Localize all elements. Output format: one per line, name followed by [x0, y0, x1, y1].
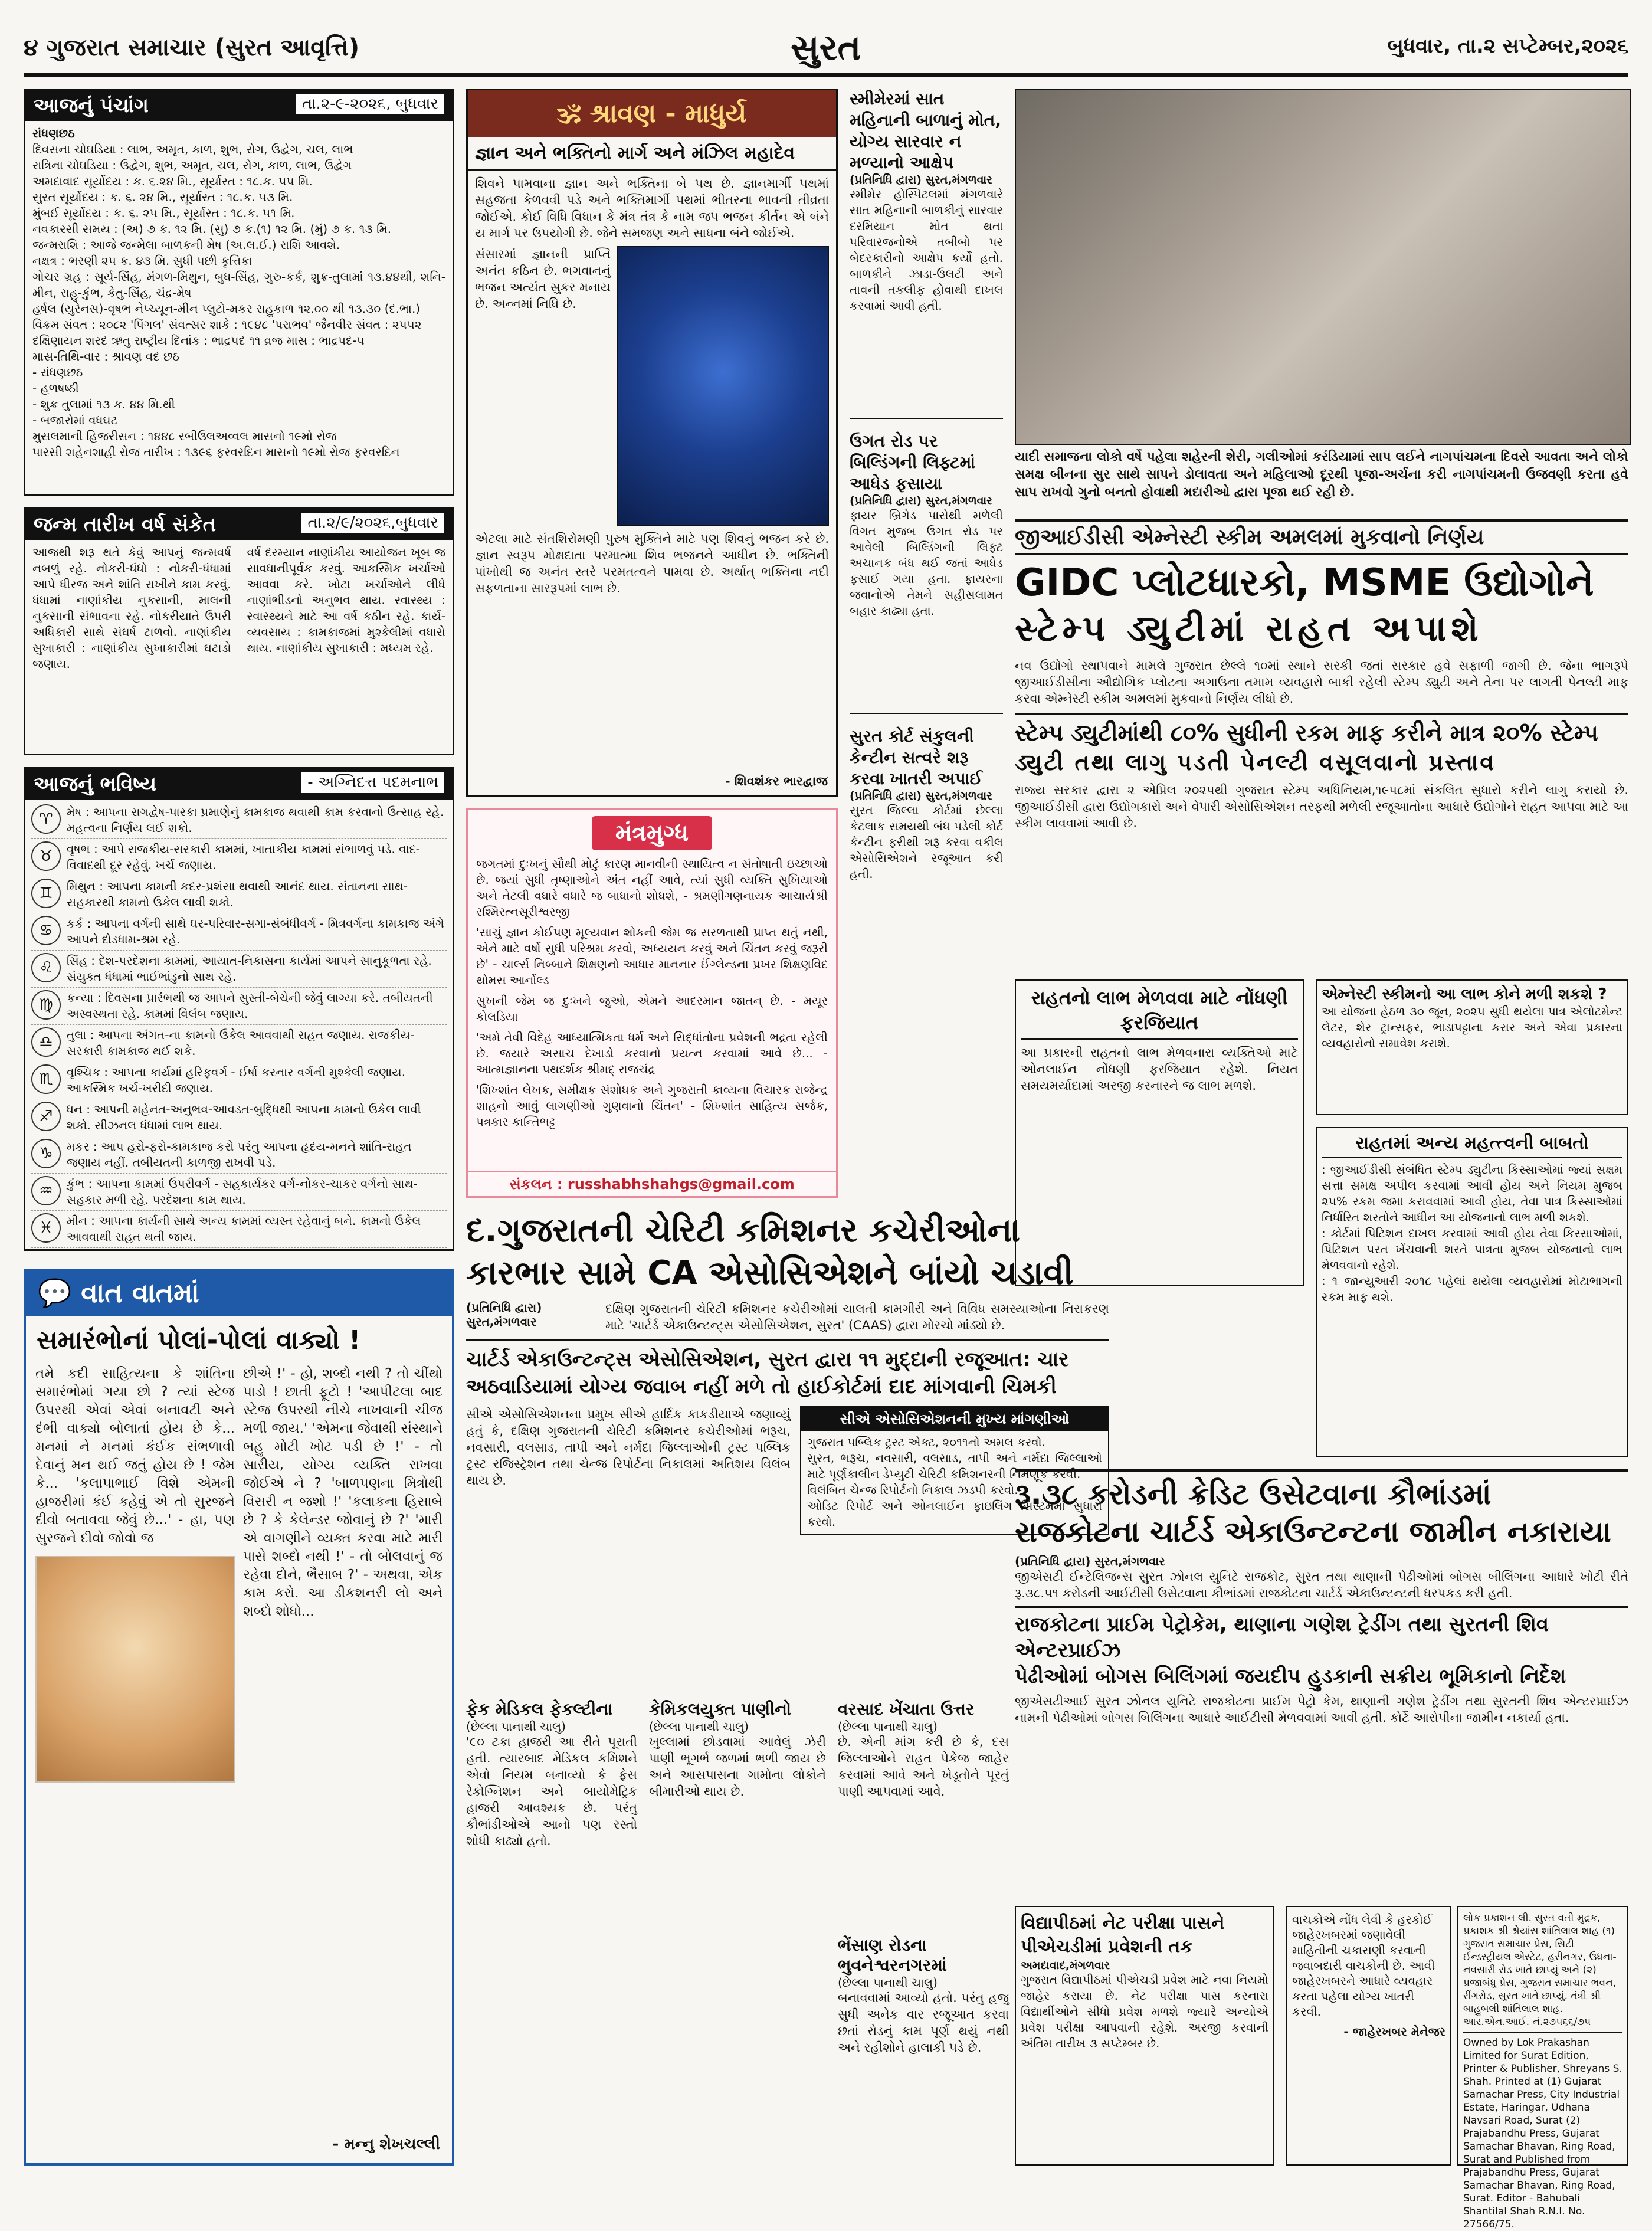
mantra-contact: સંકલન : russhabhshahgs@gmail.com [468, 1171, 836, 1196]
notice-text: વાચકોએ નોંધ લેવી કે હરકોઈ જાહેરખબરમાં જણાવેલી માહિતીની ચકાસણી કરવાની જવાબદારી વાચકોની છે. આવી જાહેરખબરને આધારે વ્યવહાર કરતા પહેલા યોગ્ય ખાતરી કરવી. [1292, 1912, 1435, 2019]
rahat-other-list [1322, 1162, 1622, 1305]
panchang-date: તા.૨-૯-૨૦૨૬, બુધવાર [296, 94, 444, 114]
horoscope-item [31, 1174, 447, 1211]
ca-headline-1: દ.ગુજરાતની ચેરિટી કમિશનર કચેરીઓના [466, 1211, 1021, 1250]
credit-scam-body: જીએસટીઆઈ સુરત ઝોનલ યુનિટે રાજકોટના પ્રાઈમ પેટ્રો કેમ, થાણાની ગણેશ ટ્રેડીંગ તથા સુરતની શિવ એન્ટરપ્રાઈઝ નામની પેઢીઓમાં બોગસ બિલિંગના આધારે આઈટીસી મેળવવામાં આવી હતી. કોર્ટે આરોપીના જામીન નકાર્યા હતા. [1015, 1694, 1628, 1725]
rain-body: છે. એની માંગ કરી છે કે, દસ જિલ્લાઓને રાહત પેકેજ જાહેર કરવામાં આવે અને ખેડૂતોને પૂરતું પાણી આપવામાં આવે. [838, 1735, 1009, 1798]
vaat-band: વાત વાતમાં [81, 1277, 199, 1309]
vaat-body [26, 1365, 452, 1783]
smimer-body: સ્મીમેર હોસ્પિટલમાં મંગળવારે સાત મહિનાની બાળકીનું સારવાર દરમિયાન મોત થતા પરિવારજનોએ તબીબો પર બેદરકારીનો આક્ષેપ કર્યો હતો. બાળકીને ઝાડા-ઉલટી અને તાવની તકલીફ હોવાથી દાખલ કરવામાં આવી હતી. [850, 187, 1003, 313]
panchang-line: - બજારોમાં વધઘટ [32, 413, 118, 427]
horoscope-author: - અગ્નિદત્ત પદમનાભ [301, 772, 444, 793]
panchang-line: નક્ષત્ર : ભરણી ૨૫ ક. ૪૩ મિ. સુધી પછી કૃત્તિકા [32, 254, 253, 268]
chemical-title: કેમિકલયુક્ત પાણીનો [649, 1699, 792, 1719]
chemical-body: ખુલ્લામાં છોડવામાં આવેલું ઝેરી પાણી ભૂગર્ભ જળમાં ભળી જાય છે અને આસપાસના ગામોના લોકોને બીમારીઓ થાય છે. [649, 1735, 826, 1798]
notice-box [1286, 1906, 1451, 2166]
rahat-other-item: : ૧ જાન્યુઆરી ૨૦૧૮ પહેલાં થયેલા વ્યવહારોમાં મોટાભાગની રકમ માફ થશે. [1322, 1274, 1622, 1304]
gidc-headline-1: GIDC પ્લોટધારકો, MSME ઉદ્યોગોને [1015, 561, 1594, 605]
horoscope-text: મકર : આપ હરો-ફરો-કામકાજ કરો પરંતુ આપના હૃદય-મનને શાંતિ-રાહત જણાય નહીં. તબીયતની કાળજી રાખવી પડે. [67, 1139, 412, 1169]
rahat-other-box [1316, 1127, 1628, 1457]
credit-scam-headline-1: રૂ.૩૮ કરોડની ક્રેડિટ ઉસેટવાના કૌભાંડમાં [1015, 1477, 1492, 1511]
horoscope-item [31, 1099, 447, 1136]
cancer-icon: ♋ [31, 916, 61, 945]
shravan-bottom-text: એટલા માટે સંતશિરોમણી પુરુષ મુક્તિને માટે પણ શિવનું ભજન કરે છે. જ્ઞાન સ્વરૂપ મોક્ષદાતા પરમાત્મા શિવ ભજનને આધીન છે. ભક્તિની પાંખોથી જ અનંત સ્તરે પરમતત્વને પામવા છે. અર્થાત્ ભક્તિના નદી સફળતાના સારરૂપમાં લાભ છે. [475, 532, 829, 595]
canteen-title: સુરત કોર્ટ સંકુલની કેન્ટીન સત્વરે શરૂ કરવા ખાતરી અપાઈ [850, 726, 983, 788]
horoscope-item [31, 839, 447, 876]
shravan-header [468, 90, 836, 137]
credit-scam-dateline: (પ્રતિનિધિ દ્વારા) સુરત,મંગળવાર [1015, 1554, 1165, 1568]
ca-demand-item: વિલંબિત ચેન્જ રિપોર્ટનો નિકાલ ઝડપી કરવો. [807, 1483, 1018, 1497]
birthday-left-text: આજથી શરૂ થતે કેવું આપનું જન્મવર્ષ નબળું રહે. નોકરી-ધંધો : નોકરી-ધંધામાં આપે ધીરજ અને શાંતિ રાખીને કામ કરવું. ધંધામાં નાણાંકીય નુકસાની, માલની નુકસાની સંભાવના રહે. નોકરીયાતે ઉપરી અધિકારી સાથે સંઘર્ષ ટાળવો. નાણાંકીય સુખાકારી : નાણાંકીય સુખાકારીમાં ઘટાડો જણાય. [32, 545, 231, 671]
horoscope-box [24, 767, 454, 1251]
shravan-box [466, 89, 838, 797]
rahat-body: આ પ્રકારની રાહતનો લાભ મેળવનારા વ્યક્તિઓ માટે ઓનલાઈન નોંધણી ફરજિયાત રહેશે. નિયત સમયમર્યાદામાં અરજી કરનારને જ લાભ મળશે. [1021, 1046, 1298, 1093]
panchang-header [25, 90, 453, 121]
bhensan-title: ભેંસાણ રોડના ભુવનેશ્વરનગરમાં [838, 1935, 947, 1975]
bhensan-story [838, 1935, 1009, 2166]
panchang-line: - હળષષ્ઠી [32, 381, 79, 395]
panchang-line: રાંધણછઠ [32, 126, 75, 140]
ca-demand-item: ગુજરાત પબ્લિક ટ્રસ્ટ એક્ટ, ૨૦૧૧નો અમલ કરવો. [807, 1435, 1045, 1449]
panchang-line: માસ-તિથિ-વાર : શ્રાવણ વદ છઠ [32, 349, 180, 363]
speech-bubble-icon: 💬 [38, 1277, 81, 1309]
horoscope-text: ધન : આપની મહેનત-અનુભવ-આવડત-બુદ્ધિથી આપના કામનો ઉકેલ લાવી શકો. સીઝનલ ધંધામાં લાભ થાય. [67, 1102, 421, 1132]
panchang-line: હર્ષલ (યુરેનસ)-વૃષભ નેપ્ચ્યૂન-મીન પ્લુટો-મકર રાહુકાળ ૧૨.૦૦ થી ૧૩.૩૦ (દ.ભા.) [32, 302, 421, 316]
panchang-line: વિક્રમ સંવત : ૨૦૮૨ 'પિંગલ' સંવત્સર શાકે : ૧૯૪૮ 'પરાભવ' જૈનવીર સંવત : ૨૫૫૨ [32, 317, 422, 332]
gidc-body: રાજ્ય સરકાર દ્વારા ૨ એપ્રિલ ૨૦૨૫થી ગુજરાત સ્ટેમ્પ અધિનિયમ,૧૯૫૮માં સંકલિત સુધારો કરીને લાગુ કરાયો છે. જીઆઈડીસી દ્વારા ઉદ્યોગકારો અને વેપારી એસોસિએશન તરફથી મળેલી રજૂઆતોના આધારે ઉદ્યોગોને રાહત આપવા માટે આ સ્કીમ લાવવામાં આવી છે. [1015, 783, 1628, 830]
mantra-box [466, 808, 838, 1198]
shravan-left-text: સંસારમાં જ્ઞાનની પ્રાપ્તિ અનંત કઠિન છે. ભગવાનનું ભજન અત્યંત સુકર મનાય છે. અન્નમાં નિધિ છે. [475, 247, 611, 311]
mantra-quote: સુખની જેમ જ દુઃખને જુઓ, એમને આદરમાન જાતન્ છે. - મયૂર કોલડિયા [476, 994, 828, 1024]
panchang-line: દિવસના ચોઘડિયા : લાભ, અમૃત, કાળ, શુભ, રોગ, ઉદ્વેગ, ચલ, લાભ [32, 142, 353, 156]
gidc-headline-2: સ્ટેમ્પ ડ્યુટીમાં રાહત અપાશે [1015, 608, 1483, 650]
taurus-icon: ♉ [31, 841, 61, 871]
masthead [24, 24, 1628, 77]
issue-date: બુધવાર, તા.૨ સપ્ટેમ્બર,૨૦૨૬ [1387, 34, 1628, 58]
fake-faculty-title: ફેક મેડિકલ ફેકલ્ટીના [466, 1699, 613, 1719]
credit-scam-story [1015, 1469, 1628, 1894]
panchang-line: - શુક્ર તુલામાં ૧૩ ક. ૪૪ મિ.થી [32, 397, 175, 411]
fake-faculty-sub: (છેલ્લા પાનાથી ચાલુ) [466, 1719, 566, 1734]
gidc-story [1015, 519, 1628, 968]
panchang-line: પારસી શહેનશાહી રોજ તારીખ : ૧૩૯૬ ફરવરદિન માસનો ૧૯મો રોજ ફરવરદિન [32, 445, 400, 459]
horoscope-text: મિથુન : આપના કામની કદર-પ્રશંસા થવાથી આનંદ થાય. સંતાનના સાથ-સહકારથી કામનો ઉકેલ લાવી શકો. [67, 879, 408, 909]
ca-demand-item: ઓડિટ રિપોર્ટ અને ઓનલાઈન ફાઇલિંગ સિસ્ટમમાં સુધારો કરવો. [807, 1499, 1102, 1529]
ca-subhead: ચાર્ટર્ડ એકાઉન્ટન્ટ્સ એસોસિએશન, સુરત દ્વારા ૧૧ મુદ્દાની રજૂઆત: ચાર અઠવાડિયામાં યોગ્ય જવાબ નહીં મળે તો હાઈકોર્ટમાં દાદ માંગવાની ચિમકી [466, 1339, 1109, 1400]
credit-scam-headline-2: રાજકોટના ચાર્ટર્ડ એકાઉન્ટન્ટના જામીન નકારાયા [1015, 1515, 1611, 1549]
smimer-title: સ્મીમેરમાં સાત મહિનાની બાળાનું મોત, યોગ્ય સારવાર ન મળ્યાનો આક્ષેપ [850, 89, 1001, 172]
smimer-story [850, 89, 1003, 419]
birthday-title: જન્મ તારીખ વર્ષ સંકેત [34, 513, 217, 536]
credit-scam-lead: જીએસટી ઈન્ટેલિજન્સ સુરત ઝોનલ યુનિટે રાજકોટ, સુરત તથા થાણાની પેઢીઓમાં બોગસ બીલિંગના આધારે ખોટી રીતે રૂ.૩૮.૫૧ કરોડની આઈટીસી ઉસેટવાના કૌભાંડમાં રાજકોટના ચાર્ટર્ડ એકાઉન્ટન્ટની ધરપકડ કરી હતી. [1015, 1570, 1628, 1600]
imprint-box [1457, 1906, 1628, 2230]
panchang-line: - રાંધણછઠ [32, 365, 83, 379]
horoscope-item [31, 951, 447, 988]
vaat-signature: - મન્નુ શેખચલ્લી [332, 2135, 440, 2153]
ca-dateline: (પ્રતિનિધિ દ્વારા) સુરત,મંગળવાર [466, 1300, 542, 1329]
gemini-icon: ♊ [31, 879, 61, 908]
bhensan-sub: (છેલ્લા પાનાથી ચાલુ) [838, 1976, 938, 1990]
scorpio-icon: ♏ [31, 1064, 61, 1094]
panchang-title: આજનું પંચાંગ [34, 94, 149, 117]
chemical-sub: (છેલ્લા પાનાથી ચાલુ) [649, 1719, 749, 1734]
mantra-quote: જગતમાં દુઃખનું સૌથી મોટું કારણ માનવીની સ્થાયિત્વ ન સંતોષાતી ઇચ્છાઓ છે. જયાં સુધી તૃષ્ણાઓને અંત નહીં આવે, ત્યાં સુધી વ્યક્તિ સુખિયાઓ અને તેટલી વધારે વધારે જ બાધાનો શોધશે, - શ્રમણીગણનાયક આચાર્યશ્રી રશ્મિરત્નસૂરીશ્વરજી [476, 857, 828, 919]
gidc-sub-1: સ્ટેમ્પ ડ્યુટીમાંથી ૮૦% સુધીની રકમ માફ કરીને માત્ર ૨૦% સ્ટેમ્પ [1015, 713, 1628, 748]
horoscope-title: આજનું ભવિષ્ય [34, 772, 157, 796]
panchang-line: અમદાવાદ સૂર્યોદય : ક. ૬.૨૪ મિ., સૂર્યાસ્ત : ૧૮.ક. ૫૫ મિ. [32, 174, 313, 188]
panchang-line: દક્ષિણાયન શરદ ઋતુ રાષ્ટ્રીય દિનાંક : ભાદ્રપદ ૧૧ વ્રજ માસ : ભાદ્રપદ-૫ [32, 333, 365, 348]
rahat-title: રાહતનો લાભ મેળવવા માટે નોંધણી ફરજિયાત [1021, 985, 1298, 1040]
birthday-header [25, 509, 453, 540]
lift-title: ઉગત રોડ પર બિલ્ડિંગની લિફ્ટમાં આધેડ ફસાયા [850, 431, 976, 493]
horoscope-item [31, 1062, 447, 1099]
horoscope-item [31, 913, 447, 951]
panchang-body [25, 121, 453, 465]
rain-story [838, 1699, 1009, 1924]
fake-faculty-body: '૯૦ ટકા હાજરી આ રીતે પૂરાતી હતી. ત્યારબાદ મેડિકલ કમિશને એવો નિયમ બનાવ્યો કે ફેસ રેકોગ્નિશન અને બાયોમેટ્રિક હાજરી આવશ્યક છે. પરંતુ કૌભાંડીઓએ આનો પણ રસ્તો શોધી કાઢ્યો હતો. [466, 1735, 637, 1848]
mantra-quote: 'અમે તેવી વિદેહ આધ્યાત્મિકતા ધર્મ અને સિદ્ધાંતોના પ્રવેશની ભદ્રતા રહેલી છે. જયારે અસાચ દેખાડો કરવાનો પ્રયત્ન કરવામાં આવે છે... - આત્મજ્ઞાનના પથદર્શક શ્રીમદ્ રાજચંદ્ર [476, 1030, 828, 1076]
credit-scam-sub-2: પેઢીઓમાં બોગસ બિલિંગમાં જયદીપ હુડકાની સક્રીય ભૂમિકાનો નિર્દેશ [1015, 1665, 1566, 1688]
amnesty-box [1316, 979, 1628, 1115]
birthday-box [24, 507, 454, 755]
credit-scam-sub-1: રાજકોટના પ્રાઈમ પેટ્રોકેમ, થાણાના ગણેશ ટ્રેડીંગ તથા સુરતની શિવ એન્ટરપ્રાઈઝ [1015, 1606, 1628, 1663]
rahat-box [1015, 979, 1304, 1286]
vaat-left-text: તમે કદી સાહિત્યના કે શાંતિના સમારંભોમાં ગયા છો ? ત્યાં સ્ટેજ ઉપરથી એવાં એવાં બનાવટી અને દંભી વાક્યો બોલાતાં હોય છે કે... મનમાં ને મનમાં કંઈક સંભળાવી દેવાનું મન થઈ જતું હોય છે ! જેમ કે... 'કલાપાભાઈ વિશે એમની હાજરીમાં કંઈ કહેવું એ તો સુરજને દીવો બતાવવા જેવું છે...' - હા, પણ સુરજને દીવો જોવો જ [35, 1366, 235, 1546]
panchang-line: જન્મરાશિ : આજે જન્મેલા બાળકની મેષ (અ.લ.ઈ.) રાશિ આવશે. [32, 238, 340, 252]
rain-title: વરસાદ ખેંચાતા ઉત્તર [838, 1699, 975, 1719]
photo-caption: યાદી સમાજના લોકો વર્ષે પહેલા શહેરની શેરી, ગલીઓમાં કરંડિયામાં સાપ લઈને નાગપાંચમના દિવસે આવતા અને લોકો સમક્ષ બીનના સુર સાથે સાપને ડોલાવતા અને મહિલાઓ દૂરથી પૂજા-અર્ચના કરી નાગપાંચમની ઉજવણી કરતા હવે સાપ રાખવો ગુનો બનતો હોવાથી મદારીઓ દ્વારા પૂજા થઈ રહી છે. [1015, 450, 1628, 500]
ca-body-row [466, 1406, 1109, 1535]
rain-sub: (છેલ્લા પાનાથી ચાલુ) [838, 1719, 938, 1734]
ca-story [466, 1210, 1109, 1693]
horoscope-text: સિંહ : દેશ-પરદેશના કામમાં, આયાત-નિકાસના કાર્યમાં આપને સાનુકૂળતા રહે. સંયુક્ત ધંધામાં ભાઈભાંડુનો સાથ રહે. [67, 954, 432, 984]
vaat-box [24, 1269, 454, 2166]
amnesty-title: એમ્નેસ્ટી સ્કીમનો આ લાભ કોને મળી શકશે ? [1322, 985, 1607, 1003]
lift-body: ફાયર બ્રિગેડ પાસેથી મળેલી વિગત મુજબ ઉગત રોડ પર આવેલી બિલ્ડિંગની લિફ્ટ અચાનક બંધ થઈ જતાં આધેડ ફસાઈ ગયા હતા. ફાયરના જવાનોએ તેમને સહીસલામત બહાર કાઢ્યા હતા. [850, 508, 1003, 618]
horoscope-item [31, 988, 447, 1025]
canteen-body: સુરત જિલ્લા કોર્ટમાં છેલ્લા કેટલાક સમયથી બંધ પડેલી કોર્ટ કેન્ટીન ફરીથી શરૂ કરવા વકીલ એસોસિએશને રજૂઆત કરી હતી. [850, 803, 1003, 881]
birthday-right-text: વર્ષ દરમ્યાન નાણાંકીય આયોજન ખૂબ જ સાવધાનીપૂર્વક કરવું. આકસ્મિક ખર્ચાઓ આવવા કરે. ખોટા ખર્ચાઓને લીધે નાણાંભીડનો અનુભવ થાય. સ્વાસ્થ્ય : સ્વાસ્થ્યને માટે આ વર્ષ કઠીન રહે. કાર્ય-વ્યવસાય : કામકાજમાં મુશ્કેલીમાં વધારો થાય. નાણાંકીય સુખાકારી : મધ્યમ રહે. [240, 545, 446, 672]
horoscope-list [25, 800, 453, 1250]
vidyapith-story [1015, 1906, 1274, 2166]
aquarius-icon: ♒ [31, 1176, 61, 1205]
vidyapith-title: વિદ્યાપીઠમાં નેટ પરીક્ષા પાસને પીએચડીમાં પ્રવેશની તક [1021, 1913, 1225, 1957]
libra-icon: ♎ [31, 1027, 61, 1057]
panchang-line: મુંબઈ સૂર્યોદય : ક. ૬. ૨૫ મિ., સૂર્યાસ્ત : ૧૮.ક. ૫૧ મિ. [32, 206, 295, 220]
cartoon-illustration [35, 1556, 235, 1783]
bhensan-body: બનાવવામાં આવ્યો હતો. પરંતુ હજુ સુધી અનેક વાર રજૂઆત કરવા છતાં રોડનું કામ પૂર્ણ થયું નથી અને રહીશોને હાલાકી પડે છે. [838, 1991, 1009, 2055]
ca-demands-title: સીએ એસોસિએશનની મુખ્ય માંગણીઓ [801, 1407, 1108, 1431]
shiva-image [617, 246, 829, 526]
birthday-date: તા.૨/૯/૨૦૨૬,બુધવાર [301, 513, 444, 533]
horoscope-item [31, 802, 447, 839]
ca-lead-row [466, 1300, 1109, 1334]
panchang-line: નવકારસી સમય : (અ) ૭ ક. ૧૨ મિ. (સુ) ૭ ક.(૧) ૧૨ મિ. (મું) ૭ ક. ૧૩ મિ. [32, 222, 392, 236]
leo-icon: ♌ [31, 953, 61, 982]
mantra-header [468, 810, 836, 856]
chemical-story [649, 1699, 826, 2166]
shravan-band: શ્રાવણ - માધુર્ય [589, 99, 747, 129]
shravan-title: જ્ઞાન અને ભક્તિનો માર્ગ અને મંઝિલ મહાદેવ [468, 137, 836, 171]
sagittarius-icon: ♐ [31, 1102, 61, 1131]
horoscope-item [31, 876, 447, 913]
photo-image [1015, 89, 1631, 445]
ca-demand-item: સુરત, ભરૂચ, નવસારી, વલસાડ, તાપી અને નર્મદા જિલ્લાઓ માટે પૂર્ણકાલીન ડેપ્યુટી ચેરિટી કમિશનરની નિમણૂક કરવી. [807, 1451, 1102, 1481]
mantra-band: મંત્રમુગ્ધ [592, 816, 712, 850]
shivling-icon: 🕉 [557, 99, 590, 129]
vaat-header [26, 1271, 452, 1316]
panchang-line: સુરત સૂર્યોદય : ક. ૬. ૨૪ મિ., સૂર્યાસ્ત : ૧૮.ક. ૫૩ મિ. [32, 190, 293, 204]
capricorn-icon: ♑ [31, 1139, 61, 1168]
nagpanchami-photo [1015, 89, 1628, 443]
horoscope-text: કન્યા : દિવસના પ્રારંભથી જ આપને સુસ્તી-બેચેની જેવું લાગ્યા કરે. તબીયતની અસ્વસ્થતા રહે. કામમાં વિલંબ જણાય. [67, 991, 433, 1021]
horoscope-item [31, 1025, 447, 1062]
virgo-icon: ♍ [31, 990, 61, 1020]
smimer-dateline: (પ્રતિનિધિ દ્વારા) સુરત,મંગળવાર [850, 173, 992, 186]
gidc-kicker: જીઆઈડીસી એમ્નેસ્ટી સ્કીમ અમલમાં મુકવાનો નિર્ણય [1015, 519, 1628, 555]
horoscope-item [31, 1136, 447, 1174]
panchang-line: મુસલમાની હિજરીસન : ૧૪૪૮ રબીઉલઅવ્વલ માસનો ૧૯મો રોજ [32, 429, 337, 443]
rahat-other-title: રાહતમાં અન્ય મહત્ત્વની બાબતો [1322, 1133, 1622, 1158]
newspaper-name: ૪ ગુજરાત સમાચાર (સુરત આવૃત્તિ) [24, 34, 360, 61]
vidyapith-dateline: અમદાવાદ,મંગળવાર [1021, 1959, 1110, 1972]
horoscope-item [31, 1211, 447, 1248]
birthday-body [25, 540, 453, 677]
vaat-right-text: છીએ !' - હો, શબ્દો નથી ? તો ચીંથો પાડો ! છાતી ફૂટો ! 'આપીટલા બાદ સ્ટેજ ઉપરથી નીચે નાખવાની ચીજ મળી જાય.' 'એમના જેવાથી સંસ્થાને બહુ મોટી ખોટ પડી છે !' - તો સારીય, યોગ્ય વ્યક્તિ રાખવા જોઈએ ને ? 'બાળપણના મિત્રોથી વિસરી ન જશો !' 'કલાકના હિસાબે છે ? કે કેલેન્ડર જોવાનું છે ?' 'મારી એ વાગણીને વ્યક્ત કરવા માટે મારી પાસે શબ્દો નથી !' - તો બોલવાનું જ રહેવા દોને, ભૈસાબ ?' - અથવા, એક કામ કરો. આ ડીકશનરી લો અને શબ્દો શોધો... [243, 1366, 442, 1619]
rahat-other-item: : કોર્ટમાં પિટિશન દાખલ કરવામાં આવી હોય તેવા કિસ્સાઓમાં, પિટિશન પરત ખેંચવાની શરતે પાત્રતા મુજબ યોજનાનો લાભ મેળવવાનો રહેશે. [1322, 1226, 1622, 1272]
mantra-quote: 'સાચું જ્ઞાન કોઈપણ મૂલ્યવાન શોકની જેમ જ સરળતાથી પ્રાપ્ત થતું નથી, એને માટે વર્ષો સુધી પરિશ્રમ કરવો, અધ્યયન કરવું અને ચિંતન કરવું જરૂરી છે' - ચાર્લ્સ નિબ્બાને શિક્ષણનો આધાર માનનાર ઈંગ્લેન્ડના પ્રખર શિક્ષણવિદ થોમસ આર્નોલ્ડ [476, 925, 828, 987]
horoscope-text: મેષ : આપના રાગદ્વેષ-પારકા પ્રમાણેનું કામકાજ થવાથી કામ કરવાનો ઉત્સાહ રહે. મહત્વના નિર્ણય લઈ શકો. [67, 805, 444, 835]
mantra-quote: 'શિખ્શાંત લેખક, સમીક્ષક સંશોધક અને ગુજરાતી કાવ્યના વિચારક રાજેન્દ્ર શાહનો આવું લાગણીઓ ગુણવાનો ચિંતન' - શિખ્શાંત સાહિત્ય સર્જક, પત્રકાર કાન્તિભટ્ટ [476, 1083, 828, 1129]
lift-story [850, 431, 1003, 714]
shravan-middle [468, 246, 836, 526]
rahat-other-item: : જીઆઈડીસી સંબંધિત સ્ટેમ્પ ડ્યુટીના કિસ્સાઓમાં જ્યાં સક્ષમ સત્તા સમક્ષ અપીલ કરવામાં આવી હોય અને નિયમ મુજબ ૨૫% રકમ જમા કરાવવામાં આવી હોય, તેવા પાત્ર કિસ્સાઓમાં નિર્ધારિત શરતોને આધીન આ યોજનાનો લાભ મળી શકશે. [1322, 1162, 1622, 1224]
panchang-line: રાત્રિના ચોઘડિયા : ઉદ્વેગ, શુભ, અમૃત, ચલ, રોગ, કાળ, લાભ, ઉદ્વેગ [32, 158, 352, 172]
horoscope-text: કર્ક : આપના વર્ગની સાથે ઘર-પરિવાર-સગા-સંબંધીવર્ગ - મિત્રવર્ગના કામકાજ અંગે આપને દોડધામ-શ્રમ રહે. [67, 916, 444, 946]
canteen-story [850, 726, 1003, 1198]
horoscope-text: મીન : આપના કાર્યની સાથે અન્ય કામમાં વ્યસ્ત રહેવાનું બને. કામનો ઉકેલ આવવાથી રાહત થતી જાય. [67, 1214, 421, 1244]
shravan-credit: - શિવશંકર ભારદ્વાજ [725, 774, 828, 788]
imprint-gujarati: લોક પ્રકાશન લી. સુરત વતી મુદ્રક, પ્રકાશક શ્રી શ્રેયાંસ શાંતિલાલ શાહ (૧) ગુજરાત સમાચાર પ્રેસ, સિટી ઈન્ડસ્ટ્રીયલ એસ્ટેટ, હરીનગર, ઉધના-નવસારી રોડ ખાતે છાપ્યું અને (૨) પ્રજાબંધુ પ્રેસ, ગુજરાત સમાચાર ભવન, રીંગરોડ, સુરત ખાતે છાપ્યું. તંત્રી શ્રી બાહુબલી શાંતિલાલ શાહ. આર.એન.આઈ. નં.૨૭૫૬૬/૭૫ [1463, 1912, 1617, 2028]
horoscope-text: વૃશ્ચિક : આપના કાર્યમાં હરિફવર્ગ - ઈર્ષા કરનાર વર્ગની મુશ્કેલી જણાય. આકસ્મિક ખર્ચ-ખરીદી જણાય. [67, 1065, 406, 1095]
canteen-dateline: (પ્રતિનિધિ દ્વારા) સુરત,મંગળવાર [850, 789, 992, 802]
lift-dateline: (પ્રતિનિધિ દ્વારા) સુરત,મંગળવાર [850, 494, 992, 507]
panchang-box [24, 89, 454, 496]
gidc-sub-2: ડ્યુટી તથા લાગુ પડતી પેનલ્ટી વસૂલવાનો પ્રસ્તાવ [1015, 749, 1496, 775]
horoscope-text: વૃષભ : આપે રાજકીય-સરકારી કામમાં, ખાતાકીય કામમાં સંભાળવું પડે. વાદ-વિવાદથી દૂર રહેવું. ખર્ચ જણાય. [67, 842, 420, 872]
ca-headline-2: કારભાર સામે CA એસોસિએશને બાંયો ચડાવી [466, 1254, 1074, 1292]
panchang-line: ગોચર ગ્રહ : સૂર્ય-સિંહ, મંગળ-મિથુન, બુધ-સિંહ, ગુરુ-કર્ક, શુક્ર-તુલામાં ૧૩.૪૪થી, શનિ-મીન, રાહુ-કુંભ, કેતુ-સિંહ, ચંદ્ર-મેષ [32, 270, 445, 300]
pisces-icon: ♓ [31, 1213, 61, 1243]
fake-faculty-story [466, 1699, 637, 2166]
horoscope-header [25, 769, 453, 800]
mantra-quotes [468, 856, 836, 1130]
gidc-lead: નવ ઉદ્યોગો સ્થાપવાને મામલે ગુજરાત છેલ્લે ૧૦માં સ્થાને સરકી જતાં સરકાર હવે સફાળી જાગી છે. જેના ભાગરૂપે જીઆઈડીસીના ઔદ્યોગિક પ્લોટના અગાઉના તમામ વ્યવહારો બાકી રહેલી સ્ટેમ્પ ડ્યુટી અને તેના પર લાગતી પેનલ્ટી માફ કરવા એમ્નેસ્ટી સ્કીમ અમલમાં મુકવાનો નિર્ણય લીધો છે. [1015, 659, 1628, 706]
aries-icon: ♈ [31, 804, 61, 834]
ca-lead: દક્ષિણ ગુજરાતની ચેરિટી કમિશનર કચેરીઓમાં ચાલતી કામગીરી અને વિવિધ સમસ્યાઓના નિરાકરણ માટે 'ચાર્ટર્ડ એકાઉન્ટન્ટ્સ એસોસિએશન, સુરત' (CAAS) દ્વારા મોરચો માંડ્યો છે. [605, 1302, 1109, 1332]
vidyapith-body: ગુજરાત વિદ્યાપીઠમાં પીએચડી પ્રવેશ માટે નવા નિયમો જાહેર કરાયા છે. નેટ પરીક્ષા પાસ કરનારા વિદ્યાર્થીઓને સીધો પ્રવેશ મળશે જ્યારે અન્યોએ પ્રવેશ પરીક્ષા આપવાની રહેશે. અરજી કરવાની અંતિમ તારીખ ૩ સપ્ટેમ્બર છે. [1021, 1973, 1268, 2050]
amnesty-body: આ યોજના હેઠળ ૩૦ જૂન, ૨૦૨૫ સુધી થયેલા પાત્ર એલોટમેન્ટ લેટર, શેર ટ્રાન્સફર, ભાડાપટ્ટાના કરાર અને એવા પ્રકારના વ્યવહારોનો સમાવેશ કરાશે. [1322, 1004, 1622, 1050]
notice-sign: - જાહેરખબર મેનેજર [1343, 2024, 1446, 2039]
edition-city: સુરત [791, 27, 861, 68]
horoscope-text: કુંભ : આપના કામમાં ઉપરીવર્ગ - સહકાર્યકર વર્ગ-નોકર-ચાકર વર્ગનો સાથ-સહકાર મળી રહે. પરદેશના કામ થાય. [67, 1177, 418, 1207]
shravan-top-text: શિવને પામવાના જ્ઞાન અને ભક્તિના બે પથ છે. જ્ઞાનમાર્ગી પથમાં સહજતા કેળવવી પડે અને ભક્તિમાર્ગી પથમાં ભીતરના ભાવની તીવ્રતા જોઈએ. કોઈ વિધિ વિધાન કે મંત્ર તંત્ર કે નામ જપ ભજન કીર્તન એ બંને ય માર્ગ પર ઉપયોગી છે. જેને સમજણ અને સાધના બંને જોઈએ. [475, 176, 829, 240]
ca-body: સીએ એસોસિએશનના પ્રમુખ સીએ હાર્દિક કાકડીયાએ જણાવ્યું હતું કે, દક્ષિણ ગુજરાતની ચેરિટી કમિશનર કચેરીઓમાં ભરૂચ, નવસારી, વલસાડ, તાપી અને નર્મદા જિલ્લાઓની ટ્રસ્ટ પબ્લિક ટ્રસ્ટ રજિસ્ટ્રેશન તથા ચેન્જ રિપોર્ટના નિકાલમાં અતિશય વિલંબ થાય છે. [466, 1407, 791, 1488]
vaat-title: સમારંભોનાં પોલાં-પોલાં વાક્યો ! [37, 1325, 361, 1355]
imprint-english: Owned by Lok Prakashan Limited for Surat Edition, Printer & Publisher, Shreyans S. Shah. Printed at (1) Gujarat Samachar Press, City Industrial Estate, Haringar, Udhana Navsari Road, Surat (2) Prajabandhu Press, Gujarat Samachar Bhavan, Ring Road, Surat and Published from Prajabandhu Press, Gujarat Samachar Bhavan, Ring Road, Surat. Editor - Bahubali Shantilal Shah R.N.I. No. 27566/75. [1463, 2032, 1622, 2231]
horoscope-text: તુલા : આપના અંગત-ના કામનો ઉકેલ આવવાથી રાહત જણાય. રાજકીય-સરકારી કામકાજ થઈ શકે. [67, 1028, 415, 1058]
